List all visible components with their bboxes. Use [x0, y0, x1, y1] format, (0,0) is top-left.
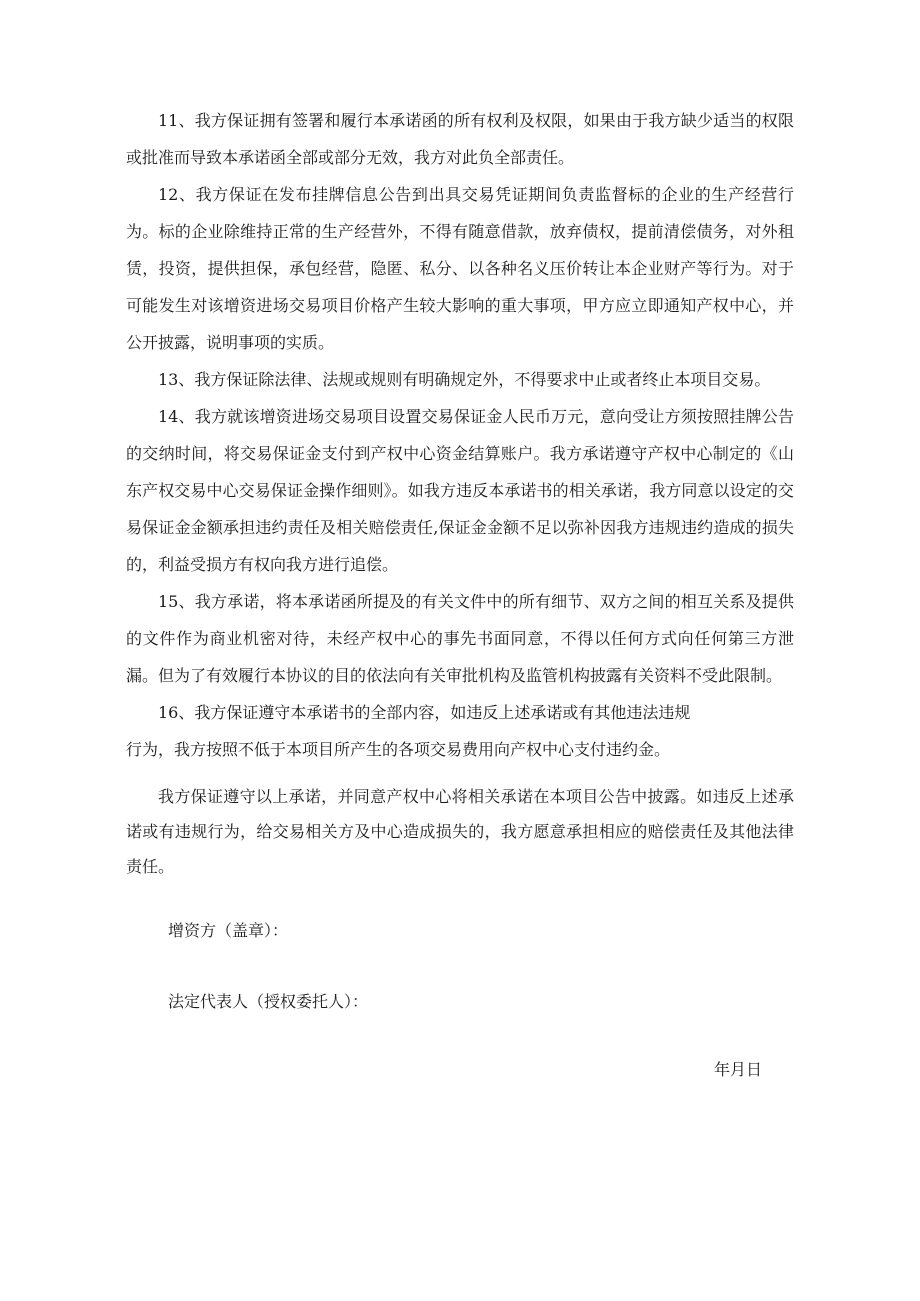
clause-15: 15、我方承诺，将本承诺函所提及的有关文件中的所有细节、双方之间的相互关系及提供的文件作为商业机密对待，未经产权中心的事先书面同意，不得以任何方式向任何第三方泄漏。但为了有效履行本协议的目的依法向有关审批机构及监管机构披露有关资料不受此限制。	[126, 592, 794, 685]
closing-statement: 我方保证遵守以上承诺，并同意产权中心将相关承诺在本项目公告中披露。如违反上述承诺或有违规行为，给交易相关方及中心造成损失的，我方愿意承担相应的赔偿责任及其他法律责任。	[126, 787, 794, 876]
clause-16: 16、我方保证遵守本承诺书的全部内容，如违反上述承诺或有其他违法违规	[158, 703, 691, 722]
representative-signature-label: 法定代表人（授权委托人）：	[168, 992, 369, 1011]
date-label: 年月日	[714, 1060, 763, 1079]
document-body	[126, 102, 794, 884]
clause-16-continuation: 行为，我方按照不低于本项目所产生的各项交易费用向产权中心支付违约金。	[126, 740, 671, 759]
clause-14: 14、我方就该增资进场交易项目设置交易保证金人民币万元，意向受让方须按照挂牌公告的交纳时间，将交易保证金支付到产权中心资金结算账户。我方承诺遵守产权中心制定的《山东产权交易中心交易保证金操作细则》。如我方违反本承诺书的相关承诺，我方同意以设定的交易保证金金额承担违约责任及相关赔偿责任,保证金金额不足以弥补因我方违规违约造成的损失的，利益受损方有权向我方进行追偿。	[126, 407, 794, 574]
clause-12: 12、我方保证在发布挂牌信息公告到出具交易凭证期间负责监督标的企业的生产经营行为。标的企业除维持正常的生产经营外，不得有随意借款，放弃债权，提前清偿债务，对外租赁，投资，提供担保，承包经营，隐匿、私分、以各种名义压价转让本企业财产等行为。对于可能发生对该增资进场交易项目价格产生较大影响的重大事项，甲方应立即通知产权中心，并公开披露，说明事项的实质。	[126, 185, 794, 352]
party-signature-label: 增资方（盖章）：	[168, 921, 289, 940]
clause-13: 13、我方保证除法律、法规或规则有明确规定外，不得要求中止或者终止本项目交易。	[158, 370, 771, 389]
clause-11: 11、我方保证拥有签署和履行本承诺函的所有权利及权限，如果由于我方缺少适当的权限或批准而导致本承诺函全部或部分无效，我方对此负全部责任。	[126, 111, 794, 167]
